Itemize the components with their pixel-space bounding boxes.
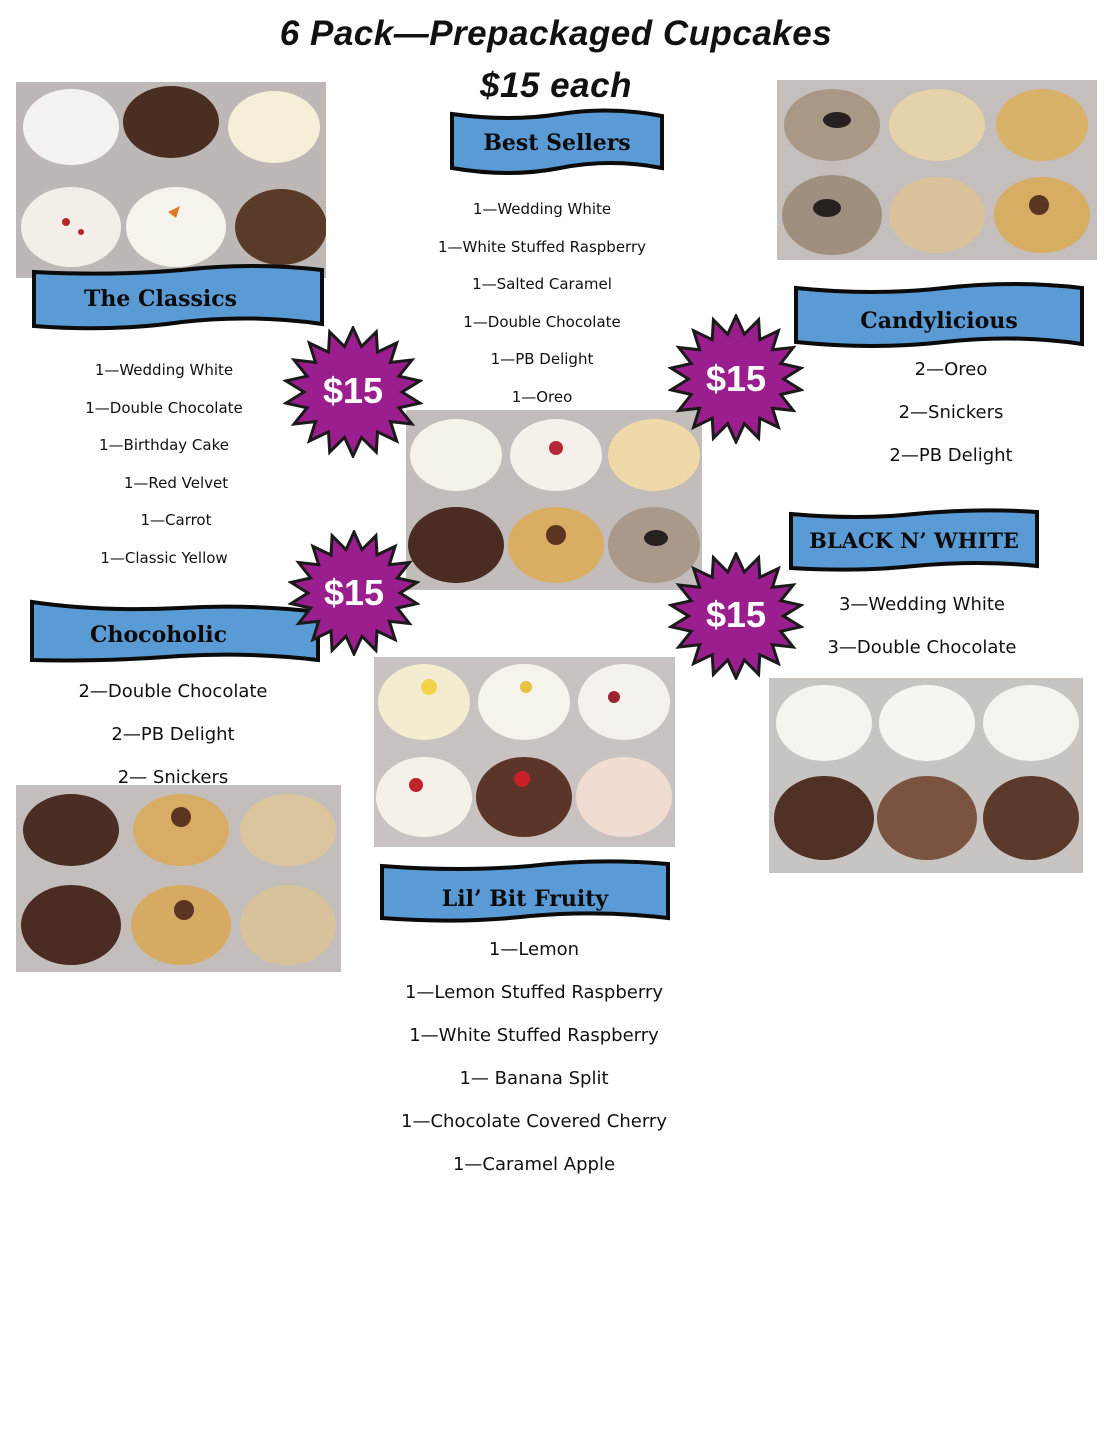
- fruity-list: [384, 928, 684, 1186]
- page-title: 6 Pack—Prepackaged Cupcakes: [279, 14, 833, 53]
- list-item: 2—Oreo: [914, 359, 988, 380]
- chocoholic-list: [40, 670, 306, 799]
- list-item: 1—Carrot: [140, 511, 212, 529]
- candylicious-banner: [794, 280, 1084, 350]
- candylicious-title: Candylicious: [860, 308, 1018, 334]
- candylicious-list: [846, 348, 1056, 477]
- list-item: 1—Chocolate Covered Cherry: [401, 1111, 667, 1132]
- best-sellers-title: Best Sellers: [483, 130, 631, 156]
- list-item: 1—Lemon: [488, 939, 580, 960]
- price-badge-text: $15: [705, 358, 767, 399]
- black-white-list: [800, 583, 1044, 669]
- price-badge-text: $15: [705, 594, 767, 635]
- list-item: 1—Classic Yellow: [100, 548, 228, 567]
- fruity-banner: [380, 858, 670, 924]
- best-sellers-banner: [450, 108, 664, 176]
- fruity-photo: [374, 657, 675, 847]
- list-item: 3—Double Chocolate: [827, 637, 1017, 658]
- list-item: 1—Salted Caramel: [472, 275, 612, 293]
- price-burst-candylicious: [668, 314, 804, 444]
- classics-banner: [32, 262, 324, 332]
- list-item: 2—PB Delight: [111, 724, 235, 745]
- classics-photo: [16, 82, 326, 278]
- list-item: 1—White Stuffed Raspberry: [409, 1025, 659, 1046]
- black-white-title: BLACK N’ WHITE: [809, 528, 1019, 553]
- price-burst-classics: [283, 326, 423, 458]
- list-item: 1—Double Chocolate: [85, 398, 243, 417]
- price-burst-chocoholic: [288, 530, 420, 656]
- page-subtitle: $15 each: [480, 66, 632, 105]
- list-item: 2—Double Chocolate: [78, 681, 268, 702]
- list-item: 1—Red Velvet: [123, 473, 229, 492]
- black-white-banner: [789, 508, 1039, 572]
- list-item: 2—Snickers: [898, 402, 1004, 423]
- black-white-photo: [769, 678, 1083, 873]
- best-sellers-photo: [406, 410, 702, 590]
- list-item: 1—White Stuffed Raspberry: [437, 237, 646, 256]
- list-item: 1—PB Delight: [490, 350, 594, 368]
- best-sellers-list: [400, 191, 684, 416]
- chocoholic-photo: [16, 785, 341, 972]
- list-item: 3—Wedding White: [838, 594, 1006, 615]
- list-item: 1—Oreo: [511, 387, 573, 406]
- list-item: 1—Caramel Apple: [452, 1154, 616, 1175]
- list-item: 1—Lemon Stuffed Raspberry: [404, 982, 663, 1003]
- chocoholic-banner: [30, 598, 320, 666]
- classics-list: [24, 352, 304, 577]
- classics-title: The Classics: [84, 286, 238, 312]
- list-item: 2—PB Delight: [889, 445, 1013, 466]
- price-badge-text: $15: [323, 572, 385, 613]
- price-burst-black-white: [668, 552, 804, 680]
- fruity-title: Lil’ Bit Fruity: [441, 886, 609, 912]
- price-badge-text: $15: [322, 370, 384, 411]
- list-item: 1—Wedding White: [472, 200, 612, 218]
- list-item: 1— Banana Split: [459, 1068, 609, 1089]
- list-item: 1—Wedding White: [94, 361, 234, 379]
- list-item: 1—Birthday Cake: [99, 436, 229, 454]
- candylicious-photo: [777, 80, 1097, 260]
- list-item: 1—Double Chocolate: [463, 312, 621, 331]
- list-item: 2— Snickers: [117, 767, 229, 788]
- chocoholic-title: Chocoholic: [90, 622, 228, 648]
